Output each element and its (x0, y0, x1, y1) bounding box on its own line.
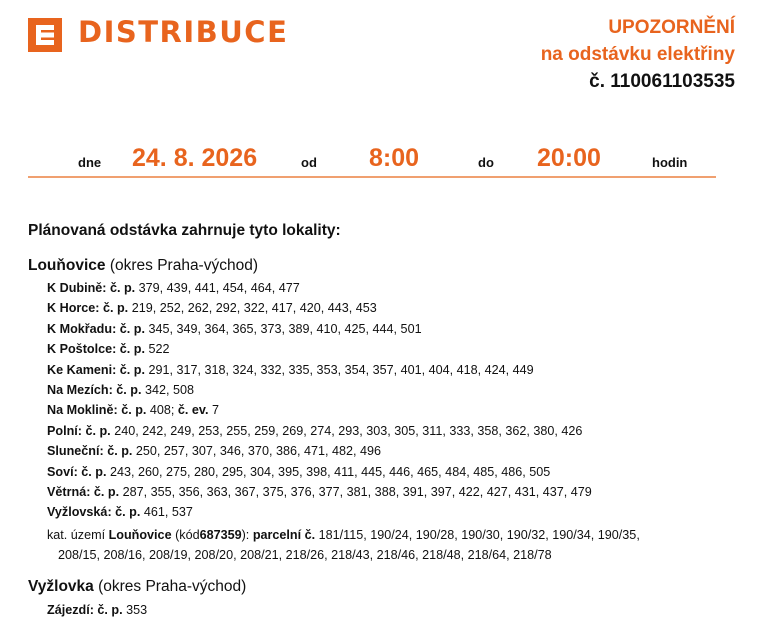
street-row: Zájezdí: č. p. 353 (47, 603, 148, 617)
street-row: Soví: č. p. 243, 260, 275, 280, 295, 304, 395, 398, 411, 445, 446, 465, 484, 485, 486, 505 (47, 464, 551, 479)
parcel-numbers: 181/115, 190/24, 190/28, 190/30, 190/32, 190/34, 190/35, (318, 528, 640, 542)
date-label: dne (78, 155, 102, 170)
end-time: 20:00 (537, 144, 601, 172)
start-time: 8:00 (369, 144, 420, 172)
outage-schedule (28, 140, 716, 178)
street-row: K Poštolce: č. p. 522 (47, 342, 170, 357)
locality-name: Louňovice (28, 257, 106, 274)
from-label: od (301, 155, 317, 170)
locality-district: (okres Praha-východ) (109, 257, 258, 274)
hours-label: hodin (652, 155, 688, 170)
locality-title (28, 257, 258, 275)
cadastral-area-name: Louňovice (108, 528, 172, 542)
cadastral-parcels: kat. území Louňovice (kód687359): parcelní č. 181/115, 190/24, 190/28, 190/30, 190/32, 190/34, 190/35, 208/15, 208/16, 208/19, 208/20, 208/21, 218/26, 218/43, 218/46, 218/48, 218/64, 218/78 (47, 525, 747, 565)
parcel-numbers-cont: 208/15, 208/16, 208/19, 208/20, 208/21, 218/26, 218/43, 218/46, 218/48, 218/64, 218/78 (58, 548, 552, 562)
notice-number: č. 110061103535 (589, 71, 735, 92)
to-label: do (478, 155, 494, 170)
cez-logo-icon (28, 18, 62, 52)
street-row: K Horce: č. p. 219, 252, 262, 292, 322, 417, 420, 443, 453 (47, 301, 377, 316)
street-row: Vyžlovská: č. p. 461, 537 (47, 505, 193, 520)
notice-title: UPOZORNĚNÍ (608, 17, 735, 38)
street-row: Na Mezích: č. p. 342, 508 (47, 382, 195, 397)
brand-name: DISTRIBUCE (78, 15, 289, 49)
street-row: Sluneční: č. p. 250, 257, 307, 346, 370, 386, 471, 482, 496 (47, 444, 381, 459)
street-row: K Mokřadu: č. p. 345, 349, 364, 365, 373, 389, 410, 425, 444, 501 (47, 321, 422, 336)
locality-district: (okres Praha-východ) (98, 578, 247, 595)
notice-subtitle: na odstávku elektřiny (540, 44, 735, 65)
parcel-label: parcelní č. (252, 528, 316, 542)
street-list (47, 278, 592, 523)
outage-date: 24. 8. 2026 (132, 144, 258, 172)
notice-header (541, 14, 735, 95)
street-row: K Dubině: č. p. 379, 439, 441, 454, 464, 477 (47, 281, 300, 295)
localities-heading: Plánovaná odstávka zahrnuje tyto lokality: (28, 222, 341, 239)
cadastral-code: 687359 (199, 528, 242, 542)
street-row: Na Moklině: č. p. 408; č. ev. 7 (47, 403, 219, 418)
street-row: Polní: č. p. 240, 242, 249, 253, 255, 259, 269, 274, 293, 303, 305, 311, 333, 358, 362, 380, 426 (47, 423, 583, 438)
street-row: Ke Kameni: č. p. 291, 317, 318, 324, 332, 335, 353, 354, 357, 401, 404, 418, 424, 449 (47, 362, 534, 377)
locality-title (28, 578, 246, 596)
locality-name: Vyžlovka (28, 578, 94, 595)
street-row: Větrná: č. p. 287, 355, 356, 363, 367, 375, 376, 377, 381, 388, 391, 397, 422, 427, 431, 437, 479 (47, 484, 592, 499)
